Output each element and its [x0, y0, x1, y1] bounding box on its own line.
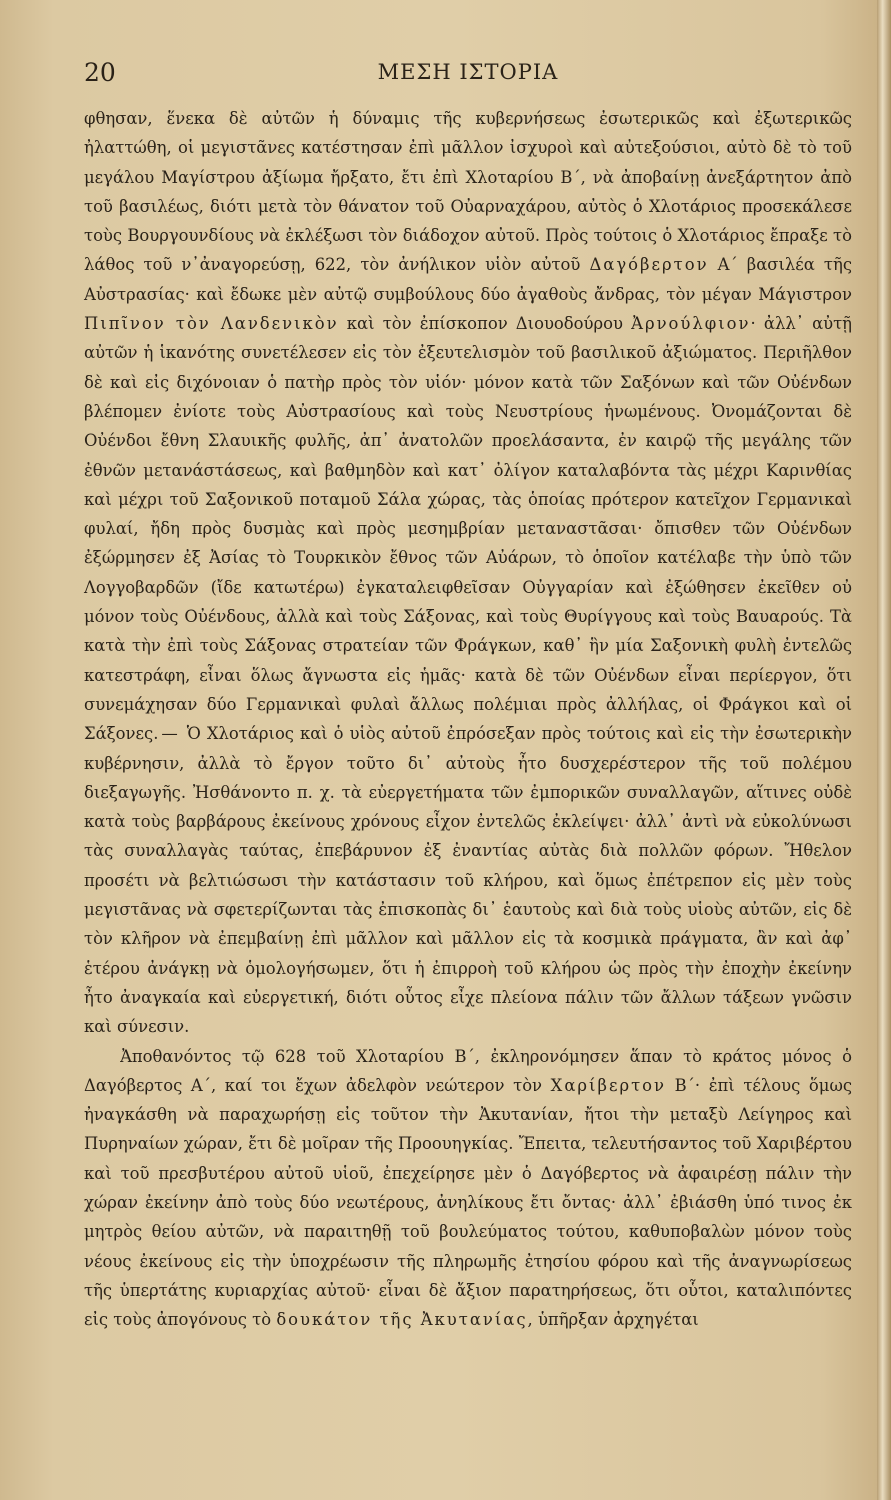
text-segment: Ὁ Χλοτάριος καὶ ὁ υἱὸς αὐτοῦ ἐπρόσεξαν πρὸς τούτοις καὶ εἰς τὴν ἐσωτερικὴν κυβέρνησιν, ἀλλὰ τὸ ἔργον τοῦτο δι᾽ αὐτοὺς ἦτο δυσχερέστερον τῆς τοῦ πολέμου διεξαγωγῆς. Ἠσθάνοντο π. χ. τὰ εὐεργετήματα τῶν ἐμπορικῶν συναλλαγῶν, αἵτινες οὐδὲ κατὰ τοὺς βαρβάρους ἐκείνους χρόνους εἶχον ἐντελῶς ἐκλείψει· ἀλλ᾽ ἀντὶ νὰ εὐκολύνωσι τὰς συναλλαγὰς ταύτας, ἐπεβάρυνον ἐξ ἐναντίας αὐτὰς διὰ πολλῶν φόρων. Ἤθελον προσέτι νὰ βελτιώσωσι τὴν κατάστασιν τοῦ κλήρου, καὶ ὅμως ἐπέτρεπον εἰς μὲν τοὺς μεγιστᾶνας νὰ σφετερίζωνται τὰς ἐπισκοπὰς δι᾽ ἑαυτοὺς καὶ διὰ τοὺς υἱοὺς αὐτῶν, εἰς δὲ τὸν κλῆρον νὰ ἐπεμβαίνῃ ἐπὶ μᾶλλον καὶ μᾶλλον εἰς τὰ κοσμικὰ πράγματα, ἂν καὶ ἀφ᾽ ἑτέρου ἀνάγκῃ νὰ ὁμολογήσωμεν, ὅτι ἡ ἐπιρροὴ τοῦ κλήρου ὡς πρὸς τὴν ἐποχὴν ἐκείνην ἦτο ἀναγκαία καὶ εὐεργετική, διότι οὗτος εἶχε πλείονα πάλιν τῶν ἄλλων τάξεων γνῶσιν καὶ σύνεσιν. [84, 724, 852, 1037]
body-text [84, 104, 852, 1334]
em-dash: — [161, 724, 178, 744]
spaced-name-pippin: Πιπῖνον τὸν Λανδενικὸν [84, 314, 339, 334]
text-segment: Β΄· ἐπὶ τέλους ὅμως ἠναγκάσθη νὰ παραχωρήσῃ εἰς τοῦτον τὴν Ἀκυτανίαν, ἤτοι τὴν μεταξὺ Λείγηρος καὶ Πυρηναίων χώραν, ἔτι δὲ μοῖραν τῆς Προουηγκίας. Ἔπειτα, τελευτήσαντος τοῦ Χαριβέρτου καὶ τοῦ πρεσβυτέρου αὐτοῦ υἱοῦ, ἐπεχείρησε μὲν ὁ Δαγόβερτος νὰ ἀφαιρέσῃ πάλιν τὴν χώραν ἐκείνην ἀπὸ τοὺς δύο νεωτέρους, ἀνηλίκους ἔτι ὄντας· ἀλλ᾽ ἐβιάσθη ὑπό τινος ἐκ μητρὸς θείου αὐτῶν, νὰ παραιτηθῇ τοῦ βουλεύματος τούτου, καθυποβαλὼν μόνον τοὺς νέους ἐκείνους εἰς τὴν ὑποχρέωσιν τῆς πληρωμῆς ἐτησίου φόρου καὶ τῆς ἀναγνωρίσεως τῆς ὑπερτάτης κυριαρχίας αὐτοῦ· εἶναι δὲ ἄξιον παρατηρήσεως, ὅτι οὗτοι, καταλιπόντες εἰς τοὺς ἀπογόνους τὸ [84, 1075, 853, 1330]
page-header [84, 58, 852, 92]
spaced-name-dagobert: Δαγόβερτον [589, 255, 709, 275]
spaced-name-aquitaine: δουκάτον τῆς Ἀκυτανίας [276, 1310, 528, 1330]
text-segment: Α΄ βασιλέα τῆς Αὐστρασίας· καὶ ἔδωκε μὲν αὐτῷ συμβούλους δύο ἀγαθοὺς ἄνδρας, τὸν μέγαν Μάγιστρον [84, 255, 853, 304]
text-segment: καὶ τὸν ἐπίσκοπον Διουοδούρου [338, 314, 632, 334]
running-title: ΜΕΣΗ ΙΣΤΟΡΙΑ [377, 60, 559, 84]
page-edge [877, 0, 891, 1500]
paragraph-2 [84, 1042, 852, 1335]
text-segment: φθησαν, ἕνεκα δὲ αὐτῶν ἡ δύναμις τῆς κυβερνήσεως ἐσωτερικῶς καὶ ἐξωτερικῶς ἠλαττώθη, οἱ μεγιστᾶνες κατέστησαν ἐπὶ μᾶλλον ἰσχυροὶ καὶ αὐτεξούσιοι, αὐτὸ δὲ τὸ τοῦ μεγάλου Μαγίστρου ἀξίωμα ἤρξατο, ἔτι ἐπὶ Χλοταρίου Β΄, νὰ ἀποβαίνῃ ἀνεξάρτητον ἀπὸ τοῦ βασιλέως, διότι μετὰ τὸν θάνατον τοῦ Οὐαρναχάρου, αὐτὸς ὁ Χλοτάριος προσεκάλεσε τοὺς Βουργουνδίους νὰ ἐκλέξωσι τὸν διάδοχον αὐτοῦ. Πρὸς τούτοις ὁ Χλοτάριος ἔπραξε τὸ λάθος τοῦ ν᾽ἀναγορεύσῃ, 622, τὸν ἀνήλικον υἱὸν αὐτοῦ [84, 109, 852, 275]
spaced-name-charibert: Χαρίβερτον [550, 1075, 666, 1095]
spaced-name-arnulf: Ἀρνούλφιον [631, 314, 751, 334]
text-segment: · ἀλλ᾽ αὐτῇ αὐτῶν ἡ ἱκανότης συνετέλεσεν εἰς τὸν ἐξευτελισμὸν τοῦ βασιλικοῦ ἀξιώματος. Περιῆλθον δὲ καὶ εἰς διχόνοιαν ὁ πατὴρ πρὸς τὸν υἱόν· μόνον κατὰ τῶν Σαξόνων καὶ τῶν Οὐένδων βλέπομεν ἐνίοτε τοὺς Αὐστρασίους καὶ τοὺς Νευστρίους ἡνωμένους. Ὀνομάζονται δὲ Οὐένδοι ἔθνη Σλαυικῆς φυλῆς, ἀπ᾽ ἀνατολῶν προελάσαντα, ἐν καιρῷ τῆς μεγάλης τῶν ἐθνῶν μετανάστάσεως, καὶ βαθμηδὸν καὶ κατ᾽ ὀλίγον καταλαβόντα τὰς μέχρι Καρινθίας καὶ μέχρι τοῦ Σαξονικοῦ ποταμοῦ Σάλα χώρας, τὰς ὁποίας πρότερον κατεῖχον Γερμανικαὶ φυλαί, ἤδη πρὸς δυσμὰς καὶ πρὸς μεσημβρίαν μεταναστᾶσαι· ὄπισθεν τῶν Οὐένδων ἐξώρμησεν ἐξ Ἀσίας τὸ Τουρκικὸν ἔθνος τῶν Αὐάρων, τὸ ὁποῖον κατέλαβε τὴν ὑπὸ τῶν Λογγοβαρδῶν (ἴδε κατωτέρω) ἐγκαταλειφθεῖσαν Οὐγγαρίαν καὶ ἐξώθησεν ἐκεῖθεν οὐ μόνον τοὺς Οὐένδους, ἀλλὰ καὶ τοὺς Σάξονας, καὶ τοὺς Θυρίγγους καὶ τοὺς Βαυαρούς. Τὰ κατὰ τὴν ἐπὶ τοὺς Σάξονας στρατείαν τῶν Φράγκων, καθ᾽ ἣν μία Σαξονικὴ φυλὴ ἐντελῶς κατεστράφη, εἶναι ὅλως ἄγνωστα εἰς ἡμᾶς· κατὰ δὲ τῶν Οὐένδων εἶναι περίεργον, ὅτι συνεμάχησαν δύο Γερμανικαὶ φυλαὶ ἄλλως πολέμιαι πρὸς ἀλλήλας, οἱ Φράγκοι καὶ οἱ Σάξονες. [84, 314, 853, 744]
paragraph-1 [84, 104, 852, 1042]
text-segment: Ἀποθανόντος τῷ 628 τοῦ Χλοταρίου Β΄, ἐκληρονόμησεν ἅπαν τὸ κράτος μόνος ὁ Δαγόβερτος Α΄, καί τοι ἔχων ἀδελφὸν νεώτερον τὸν [84, 1046, 852, 1095]
page-number: 20 [84, 58, 116, 87]
text-segment: , ὑπῆρξαν ἀρχηγέται [527, 1310, 699, 1330]
